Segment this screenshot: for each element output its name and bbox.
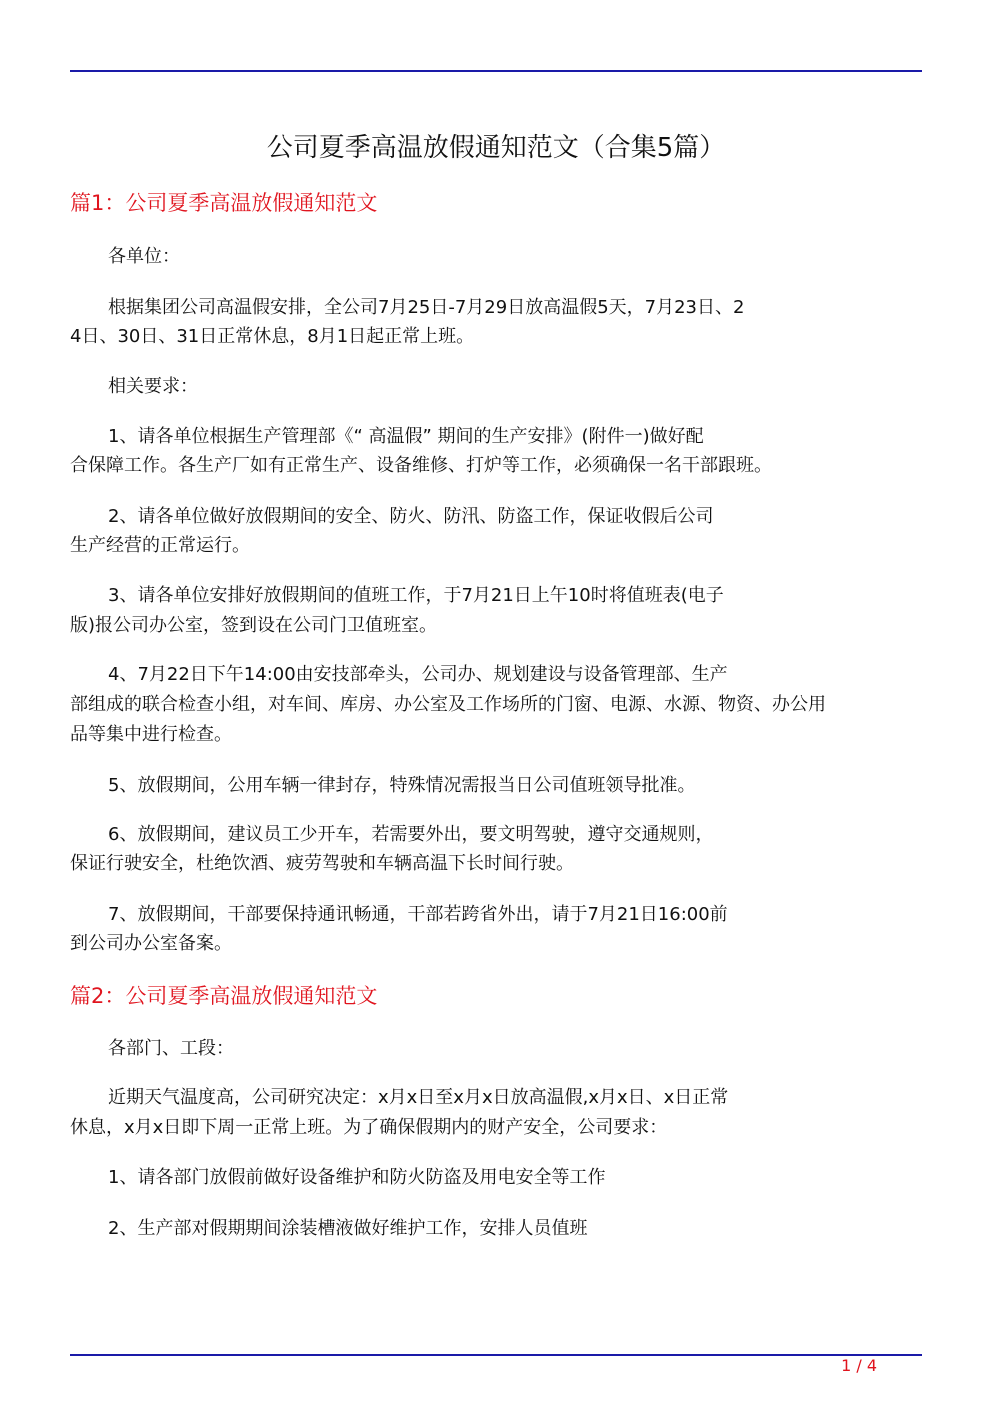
text-line: 1、请各部门放假前做好设备维护和防火防盗及用电安全等工作 xyxy=(108,1167,606,1188)
text-line: 5、放假期间，公用车辆一律封存，特殊情况需报当日公司值班领导批准。 xyxy=(108,775,696,796)
text-line: 部组成的联合检查小组，对车间、库房、办公室及工作场所的门窗、电源、水源、物资、办公用 xyxy=(70,694,826,715)
text-line: 近期天气温度高，公司研究决定：x月x日至x月x日放高温假,x月x日、x日正常 xyxy=(108,1087,729,1108)
text-line: 生产经营的正常运行。 xyxy=(70,535,250,556)
text-line: 1、请各单位根据生产管理部《“ 高温假” 期间的生产安排》(附件一)做好配 xyxy=(108,426,704,447)
text-line: 根据集团公司高温假安排，全公司7月25日-7月29日放高温假5天，7月23日、2 xyxy=(108,297,745,318)
text-line: 7、放假期间，干部要保持通讯畅通，干部若跨省外出，请于7月21日16:00前 xyxy=(108,904,728,925)
text-line: 4、7月22日下午14:00由安技部牵头，公司办、规划建设与设备管理部、生产 xyxy=(108,664,728,685)
text-line: 2、生产部对假期期间涂装槽液做好维护工作，安排人员值班 xyxy=(108,1218,588,1239)
text-line: 相关要求： xyxy=(108,376,198,397)
document-title: 公司夏季高温放假通知范文（合集5篇） xyxy=(266,133,726,163)
text-line: 保证行驶安全，杜绝饮酒、疲劳驾驶和车辆高温下长时间行驶。 xyxy=(70,853,574,874)
section-heading: 篇2：公司夏季高温放假通知范文 xyxy=(70,984,378,1008)
page-number: 1 / 4 xyxy=(841,1356,877,1375)
section-heading: 篇1：公司夏季高温放假通知范文 xyxy=(70,191,378,215)
text-line: 休息，x月x日即下周一正常上班。为了确保假期内的财产安全，公司要求： xyxy=(70,1117,668,1138)
text-line: 各部门、工段： xyxy=(108,1038,234,1059)
text-line: 3、请各单位安排好放假期间的值班工作，于7月21日上午10时将值班表(电子 xyxy=(108,585,724,606)
text-line: 合保障工作。各生产厂如有正常生产、设备维修、打炉等工作，必须确保一名干部跟班。 xyxy=(70,455,772,476)
text-line: 版)报公司办公室，签到设在公司门卫值班室。 xyxy=(70,615,438,636)
text-line: 品等集中进行检查。 xyxy=(70,724,232,745)
text-line: 4日、30日、31日正常休息，8月1日起正常上班。 xyxy=(70,326,475,347)
text-line: 6、放假期间，建议员工少开车，若需要外出，要文明驾驶，遵守交通规则， xyxy=(108,824,714,845)
text-line: 2、请各单位做好放假期间的安全、防火、防汛、防盗工作，保证收假后公司 xyxy=(108,506,714,527)
footer-rule xyxy=(70,1354,922,1356)
text-line: 各单位： xyxy=(108,246,180,267)
text-line: 到公司办公室备案。 xyxy=(70,933,232,954)
header-rule xyxy=(70,70,922,72)
